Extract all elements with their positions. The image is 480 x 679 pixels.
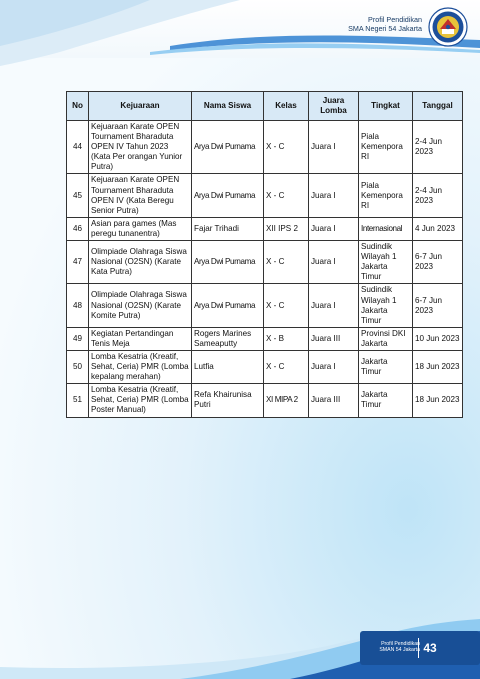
col-header-no: No (67, 92, 89, 121)
table-row (67, 217, 463, 240)
cell-juara: Juara I (309, 121, 359, 174)
header-line-1: Profil Pendidikan (368, 15, 422, 24)
cell-nama-siswa: Rogers Marines Sameaputty (192, 327, 264, 350)
cell-tingkat: Internasional (359, 217, 413, 240)
cell-tanggal: 2-4 Jun 2023 (413, 121, 463, 174)
cell-kejuaraan: Kejuaraan Karate OPEN Tournament Bharaduta OPEN IV (Kata Beregu Senior Putra) (89, 174, 192, 217)
cell-kejuaraan: Kegiatan Pertandingan Tenis Meja (89, 327, 192, 350)
table-row (67, 327, 463, 350)
cell-kejuaraan: Olimpiade Olahraga Siswa Nasional (O2SN) (Karate Komite Putra) (89, 284, 192, 327)
col-header-kelas: Kelas (264, 92, 309, 121)
footer-line-1: Profil Pendidikan (381, 641, 420, 647)
cell-tingkat: Jakarta Timur (359, 350, 413, 383)
cell-no: 50 (67, 350, 89, 383)
cell-tingkat: Piala Kemenpora RI (359, 174, 413, 217)
cell-tingkat: Sudindik Wilayah 1 Jakarta Timur (359, 284, 413, 327)
cell-tanggal: 6-7 Jun 2023 (413, 241, 463, 284)
table-row (67, 284, 463, 327)
cell-tanggal: 6-7 Jun 2023 (413, 284, 463, 327)
cell-tanggal: 2-4 Jun 2023 (413, 174, 463, 217)
cell-nama-siswa: Arya Dwi Purnama (192, 174, 264, 217)
cell-juara: Juara III (309, 327, 359, 350)
cell-kelas: X - C (264, 174, 309, 217)
table-row (67, 174, 463, 217)
cell-juara: Juara I (309, 217, 359, 240)
footer-wave-decoration (0, 599, 480, 679)
cell-no: 47 (67, 241, 89, 284)
cell-nama-siswa: Refa Khairunisa Putri (192, 384, 264, 417)
cell-tingkat: Jakarta Timur (359, 384, 413, 417)
cell-tingkat: Sudindik Wilayah 1 Jakarta Timur (359, 241, 413, 284)
cell-nama-siswa: Arya Dwi Purnama (192, 284, 264, 327)
cell-tanggal: 18 Jun 2023 (413, 350, 463, 383)
cell-juara: Juara I (309, 350, 359, 383)
cell-no: 45 (67, 174, 89, 217)
col-header-tanggal: Tanggal (413, 92, 463, 121)
cell-kelas: X - C (264, 121, 309, 174)
header-line-2: SMA Negeri 54 Jakarta (348, 24, 422, 33)
cell-kejuaraan: Olimpiade Olahraga Siswa Nasional (O2SN) (Karate Kata Putra) (89, 241, 192, 284)
footer-line-2: SMAN 54 Jakarta (379, 647, 420, 654)
cell-no: 44 (67, 121, 89, 174)
cell-nama-siswa: Arya Dwi Purnama (192, 241, 264, 284)
col-header-juara-lomba: Juara Lomba (309, 92, 359, 121)
cell-nama-siswa: Arya Dwi Purnama (192, 121, 264, 174)
cell-tingkat: Piala Kemenpora RI (359, 121, 413, 174)
cell-kelas: XII IPS 2 (264, 217, 309, 240)
cell-kelas: XI MIPA 2 (264, 384, 309, 417)
header-title (348, 15, 422, 33)
table-row (67, 350, 463, 383)
cell-kelas: X - C (264, 284, 309, 327)
cell-tanggal: 10 Jun 2023 (413, 327, 463, 350)
cell-nama-siswa: Lutfia (192, 350, 264, 383)
cell-juara: Juara I (309, 241, 359, 284)
cell-kejuaraan: Lomba Kesatria (Kreatif, Sehat, Ceria) PMR (Lomba Poster Manual) (89, 384, 192, 417)
footer-title (370, 641, 420, 654)
cell-no: 48 (67, 284, 89, 327)
table-row (67, 384, 463, 417)
cell-kelas: X - C (264, 241, 309, 284)
cell-kelas: X - C (264, 350, 309, 383)
cell-juara: Juara III (309, 384, 359, 417)
cell-kejuaraan: Lomba Kesatria (Kreatif, Sehat, Ceria) PMR (Lomba kepalang merahan) (89, 350, 192, 383)
cell-kejuaraan: Asian para games (Mas peregu tunanentra) (89, 217, 192, 240)
cell-no: 51 (67, 384, 89, 417)
cell-no: 46 (67, 217, 89, 240)
cell-nama-siswa: Fajar Trihadi (192, 217, 264, 240)
page-number: 43 (418, 638, 441, 658)
cell-tingkat: Provinsi DKI Jakarta (359, 327, 413, 350)
col-header-kejuaraan: Kejuaraan (89, 92, 192, 121)
achievements-table (66, 91, 463, 418)
cell-juara: Juara I (309, 284, 359, 327)
cell-kelas: X - B (264, 327, 309, 350)
cell-tanggal: 18 Jun 2023 (413, 384, 463, 417)
table-row (67, 241, 463, 284)
cell-tanggal: 4 Jun 2023 (413, 217, 463, 240)
col-header-nama-siswa: Nama Siswa (192, 92, 264, 121)
header-wave-decoration (0, 0, 480, 80)
table-row (67, 121, 463, 174)
school-logo-icon (428, 7, 468, 47)
col-header-tingkat: Tingkat (359, 92, 413, 121)
cell-no: 49 (67, 327, 89, 350)
table-header-row (67, 92, 463, 121)
cell-juara: Juara I (309, 174, 359, 217)
cell-kejuaraan: Kejuaraan Karate OPEN Tournament Bharaduta OPEN IV Tahun 2023 (Kata Per orangan Yunior Putra) (89, 121, 192, 174)
